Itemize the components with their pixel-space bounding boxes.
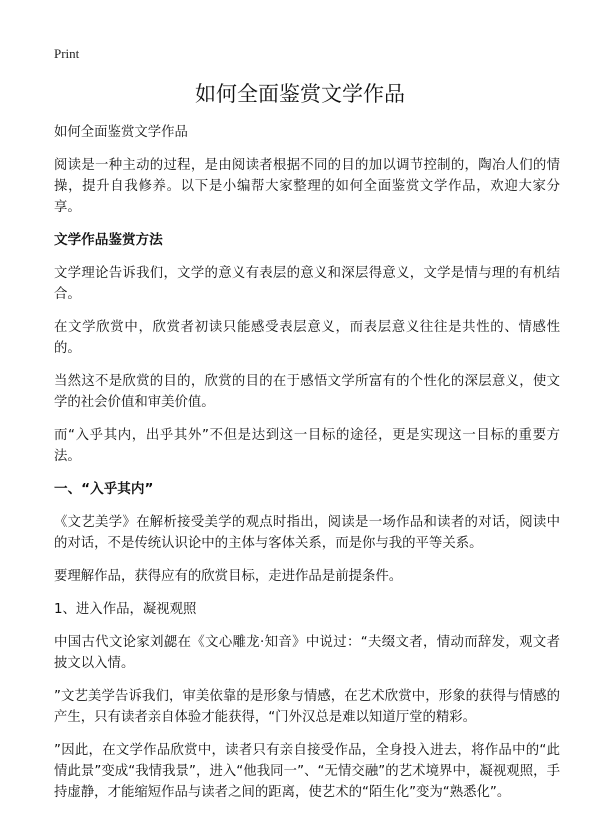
article-body (54, 122, 560, 815)
page-title: 如何全面鉴赏文学作品 (195, 82, 405, 106)
sub-heading: 一、“入乎其内” (54, 481, 154, 497)
intro-paragraph: 阅读是一种主动的过程，是由阅读者根据不同的目的加以调节控制的，陶冶人们的情操，提升自我修养。以下是小编帮大家整理的如何全面鉴赏文学作品，欢迎大家分享。 (54, 158, 560, 215)
paragraph-5: 《文艺美学》在解析接受美学的观点时指出，阅读是一场作品和读者的对话，阅读中的对话，不是传统认识论中的主体与客体关系，而是你与我的平等关系。 (54, 515, 560, 551)
paragraph-4: 而“入乎其内，出乎其外”不但是达到这一目标的途径，更是实现这一目标的重要方法。 (54, 428, 560, 464)
paragraph-10: ”因此，在文学作品欣赏中，读者只有亲自接受作品，全身投入进去，将作品中的“此情此景”变成“我情我景”，进入“他我同一”、“无情交融”的艺术境界中，凝视观照，手持虚静，才能缩短作品与读者之间的距离，使艺术的“陌生化”变为“熟悉化”。 (54, 743, 560, 800)
paragraph-8: 中国古代文论家刘勰在《文心雕龙·知音》中说过：“夫缀文者，情动而辞发，观文者披文以入情。 (54, 635, 560, 671)
paragraph-2: 在文学欣赏中，欣赏者初读只能感受表层意义，而表层意义往往是共性的、情感性的。 (54, 320, 560, 356)
section-heading: 文学作品鉴赏方法 (54, 232, 163, 248)
article-subtitle: 如何全面鉴赏文学作品 (54, 125, 188, 140)
print-link[interactable]: Print (54, 46, 80, 61)
paragraph-7: 1、进入作品，凝视观照 (54, 602, 197, 617)
paragraph-9: ”文艺美学告诉我们，审美依靠的是形象与情感，在艺术欣赏中，形象的获得与情感的产生，只有读者亲自体验才能获得，“门外汉总是难以知道厅堂的精彩。 (54, 689, 560, 725)
paragraph-6: 要理解作品，获得应有的欣赏目标，走进作品是前提条件。 (54, 569, 403, 584)
paragraph-1: 文学理论告诉我们，文学的意义有表层的意义和深层得意义，文学是情与理的有机结合。 (54, 266, 560, 302)
paragraph-3: 当然这不是欣赏的目的，欣赏的目的在于感悟文学所富有的个性化的深层意义，使文学的社会价值和审美价值。 (54, 374, 560, 410)
